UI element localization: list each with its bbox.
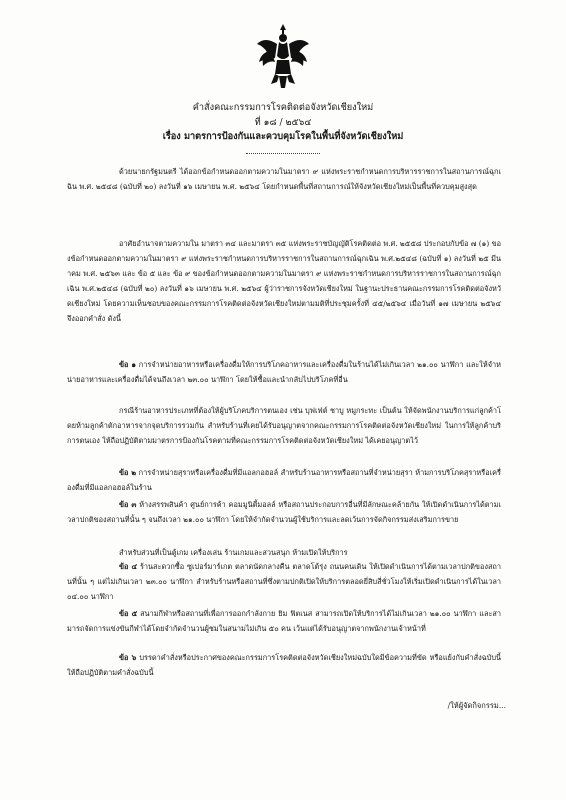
clause-6-label: ข้อ ๖ [119,653,137,662]
order-subject: เรื่อง มาตรการป้องกันและควบคุมโรคในพื้นที่จังหวัดเชียงใหม่ [162,131,404,142]
clause-3-detail: สำหรับส่วนที่เป็นตู้เกม เครื่องเล่น ร้านเกมและสวนสนุก ห้ามเปิดให้บริการ [119,548,348,557]
clause-3-label: ข้อ ๓ [119,500,137,509]
clause-5 [67,606,501,636]
clause-4 [67,559,501,604]
clause-6 [67,650,501,680]
clause-1-detail: กรณีร้านอาหารประเภทที่ต้องให้ผู้บริโภคบริการตนเอง เช่น บุฟเฟ่ต์ ชาบู หมูกระทะ เป็นต้น ให้จัดพนักงานบริการแก่ลูกค้าโดยห้ามลูกค้าตักอาหารจากจุดบริการรวมกัน สำหรับร้านที่เคยได้รับอนุญาตจากคณะกรรมการโรคติดต่อจังหวัดเชียงใหม่ ในการให้ลูกค้าบริการตนเอง ให้ถือปฏิบัติตามมาตรการป้องกันโรคตามที่คณะกรรมการโรคติดต่อจังหวัดเชียงใหม่ ได้เคยอนุญาตไว้ [67,406,501,445]
paragraph-preamble: ด้วยนายกรัฐมนตรี ได้ออกข้อกำหนดออกตามความในมาตรา ๙ แห่งพระราชกำหนดการบริหารราชการในสถานการณ์ฉุกเฉิน พ.ศ. ๒๕๔๘ (ฉบับที่ ๒๐) ลงวันที่ ๑๖ เมษายน พ.ศ. ๒๕๖๔ โดยกำหนดพื้นที่สถานการณ์ให้จังหวัดเชียงใหม่เป็นพื้นที่ควบคุมสูงสุด [67,167,501,191]
clause-1-text: การจำหน่ายอาหารหรือเครื่องดื่มให้การบริโภคอาหารและเครื่องดื่มในร้านได้ไม่เกินเวลา ๒๑.๐๐ นาฬิกา และให้จำหน่ายอาหารและเครื่องดื่มได้จนถึงเวลา ๒๓.๐๐ นาฬิกา โดยให้ซื้อและนำกลับไปบริโภคที่อื่น [67,360,501,384]
continuation-note: /ให้ผู้จัดกิจกรรม... [447,701,506,710]
clause-3-text: ห้างสรรพสินค้า ศูนย์การค้า คอมมูนิตี้มอลล์ หรือสถานประกอบการอื่นที่มีลักษณะคล้ายกัน ให้เปิดดำเนินการได้ตามเวลาปกติของสถานที่นั้น ๆ จนถึงเวลา ๒๑.๐๐ นาฬิกา โดยให้จำกัดจำนวนผู้ใช้บริการและลดเว้นการจัดกิจกรรมส่งเสริมการขาย [67,500,501,524]
paragraph-authority: อาศัยอำนาจตามความใน มาตรา ๓๔ และมาตรา ๓๕ แห่งพระราชบัญญัติโรคติดต่อ พ.ศ. ๒๕๕๘ ประกอบกับข้อ ๗ (๑) ของข้อกำหนดออกตามความในมาตรา ๙ แห่งพระราชกำหนดการบริหารราชการในสถานการณ์ฉุกเฉิน พ.ศ.๒๕๔๘ (ฉบับที่ ๑) ลงวันที่ ๒๕ มีนาคม พ.ศ. ๒๕๖๓ และ ข้อ ๕ และ ข้อ ๙ ของข้อกำหนดออกตามความในมาตรา ๙ แห่งพระราชกำหนดการบริหารราชการในสถานการณ์ฉุกเฉิน พ.ศ.๒๕๔๘ (ฉบับที่ ๒๐) ลงวันที่ ๑๖ เมษายน พ.ศ. ๒๕๖๔ ผู้ว่าราชการจังหวัดเชียงใหม่ ในฐานะประธานคณะกรรมการโรคติดต่อจังหวัดเชียงใหม่ โดยความเห็นชอบของคณะกรรมการโรคติดต่อจังหวัดเชียงใหม่ตามมติที่ประชุมครั้งที่ ๔๕/๒๕๖๔ เมื่อวันที่ ๑๗ เมษายน ๒๕๖๔ จึงออกคำสั่ง ดังนี้ [67,239,501,323]
clause-3 [67,497,501,527]
clause-5-text: สนามกีฬาหรือสถานที่เพื่อการออกกำลังกาย ยิม ฟิตเนส สามารถเปิดให้บริการได้ไม่เกินเวลา ๒๑.๐๐ นาฬิกา และสามารถจัดการแข่งขันกีฬาได้โดยจำกัดจำนวนผู้ชมในสนามไม่เกิน ๕๐ คน เว้นแต่ได้รับอนุญาตจากพนักงานเจ้าหน้าที่ [67,609,501,633]
separator-line [246,153,320,154]
clause-1-label: ข้อ ๑ [119,360,137,369]
clause-2-label: ข้อ ๒ [119,468,137,477]
clause-4-label: ข้อ ๔ [119,562,138,571]
garuda-emblem-icon [253,22,313,92]
clause-1 [67,357,501,387]
clause-6-text: บรรดาคำสั่งหรือประกาศของคณะกรรมการโรคติดต่อจังหวัดเชียงใหม่ฉบับใดมีข้อความที่ขัด หรือแย้งกับคำสั่งฉบับนี้ ให้ถือปฏิบัติตามคำสั่งฉบับนี้ [67,653,501,677]
clause-2-text: การจำหน่ายสุราหรือเครื่องดื่มที่มีแอลกอฮอล์ สำหรับร้านอาหารหรือสถานที่จำหน่ายสุรา ห้ามการบริโภคสุราหรือเครื่องดื่มที่มีแอลกอฮอล์ในร้าน [67,468,501,492]
order-title: คำสั่งคณะกรรมการโรคติดต่อจังหวัดเชียงใหม่ [192,102,374,113]
clause-4-text: ร้านสะดวกซื้อ ซูเปอร์มาร์เกต ตลาดนัดกลางคืน ตลาดโต้รุ่ง ถนนคนเดิน ให้เปิดดำเนินการได้ตามเวลาปกติของสถานที่นั้น ๆ แต่ไม่เกินเวลา ๒๓.๐๐ นาฬิกา สำหรับร้านหรือสถานที่ซึ่งตามปกติเปิดให้บริการตลอดยี่สิบสี่ชั่วโมงให้เริ่มเปิดดำเนินการได้ในเวลา ๐๔.๐๐ นาฬิกา [67,562,501,601]
clause-5-label: ข้อ ๕ [119,609,138,618]
clause-2 [67,465,501,495]
order-number: ที่ ๑๘ / ๒๕๖๔ [254,117,312,128]
